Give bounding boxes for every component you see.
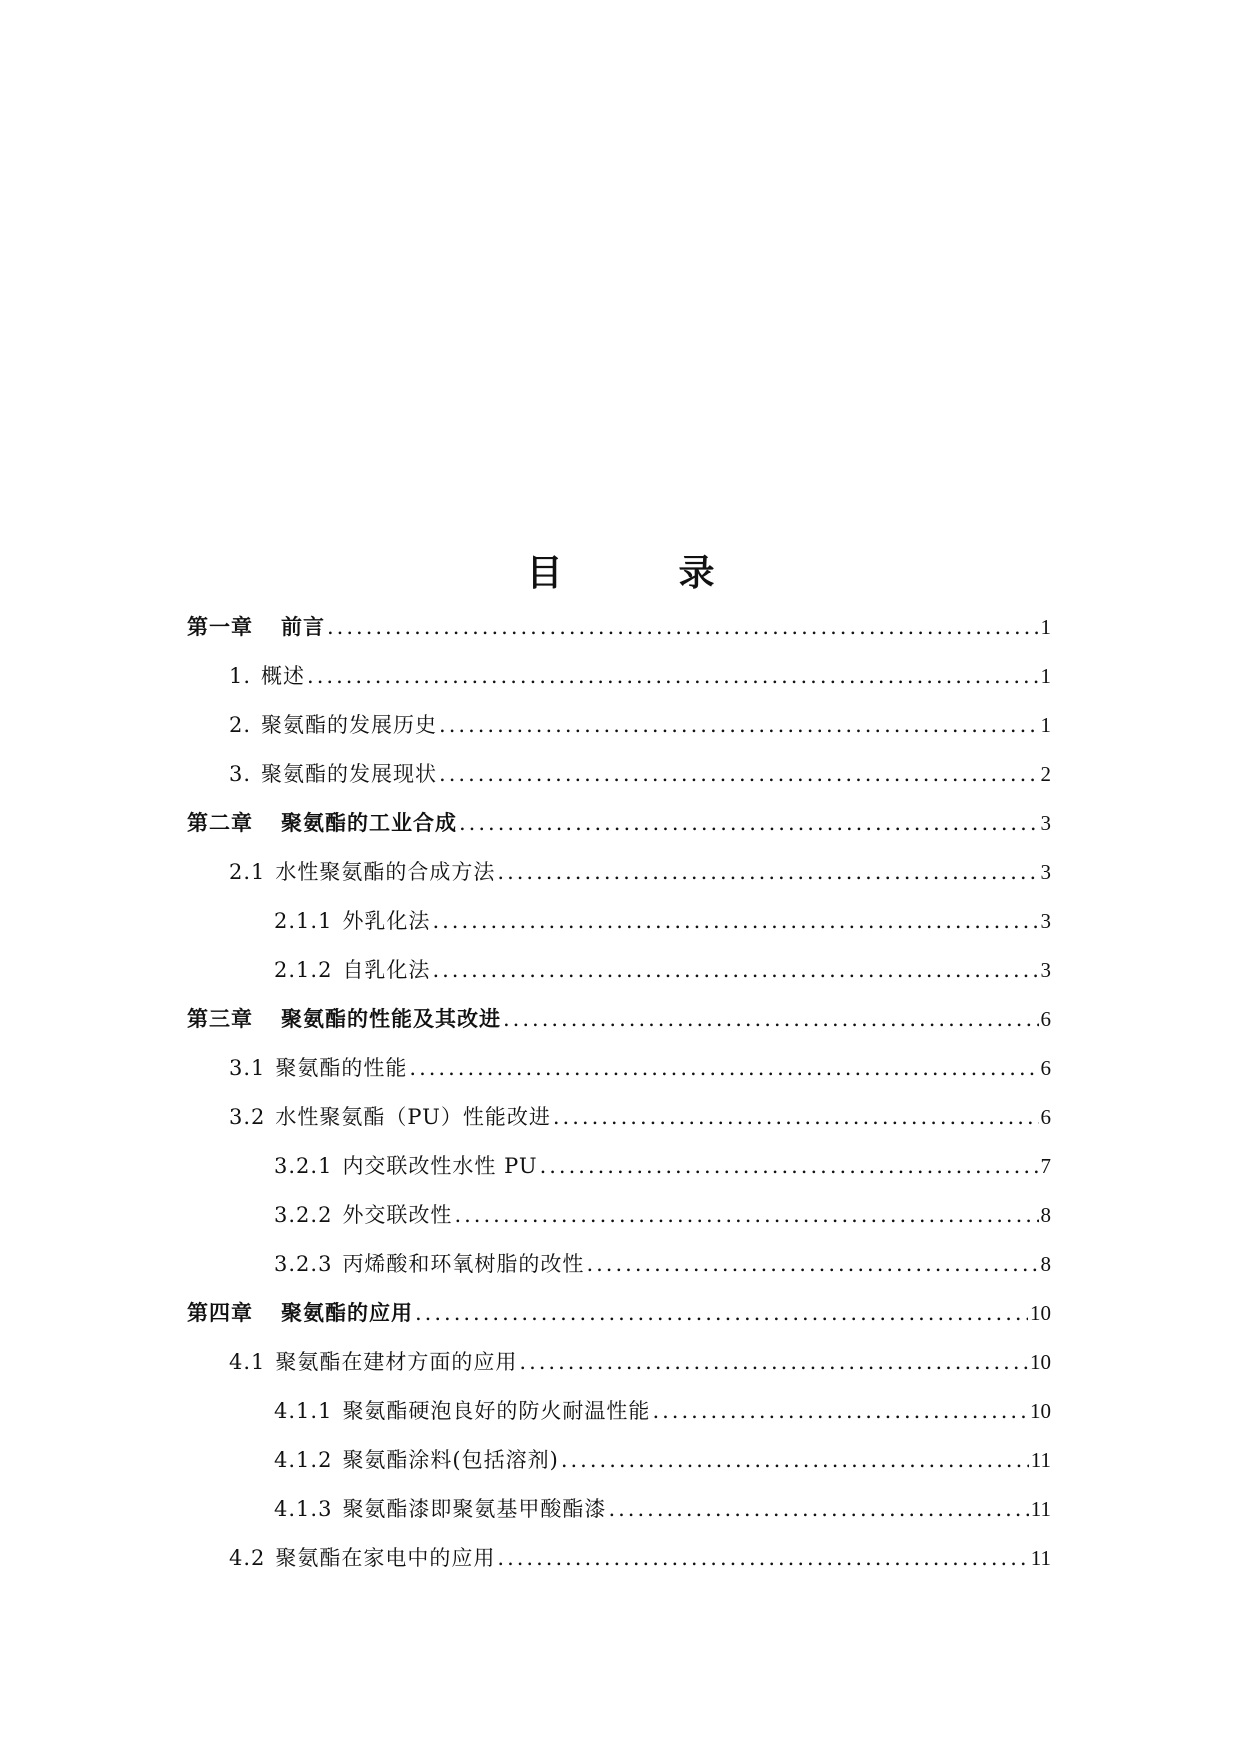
toc-page-number: 6	[1040, 1007, 1051, 1031]
toc-chapter-entry[interactable]	[187, 612, 1051, 661]
toc-entry-label	[229, 1053, 407, 1083]
toc-dot-leader	[519, 1347, 1028, 1377]
toc-dot-leader	[459, 808, 1039, 838]
toc-entry-label	[274, 1151, 538, 1181]
toc-page-number: 10	[1030, 1301, 1051, 1325]
toc-entry-number: 3.1	[229, 1056, 266, 1080]
toc-section-entry[interactable]	[187, 1200, 1051, 1249]
toc-page-number: 10	[1030, 1399, 1051, 1423]
toc-page-number: 8	[1040, 1252, 1051, 1276]
toc-entry-text: 聚氨酯硬泡良好的防火耐温性能	[342, 1399, 651, 1423]
toc-dot-leader	[553, 1102, 1039, 1132]
toc-dot-leader	[561, 1445, 1029, 1475]
toc-page-number: 11	[1030, 1448, 1051, 1472]
toc-entry-label	[187, 1298, 413, 1328]
toc-page-number: 11	[1030, 1497, 1051, 1521]
toc-page-number: 3	[1040, 860, 1051, 884]
toc-dot-leader	[454, 1200, 1038, 1230]
toc-entry-label	[274, 1494, 606, 1524]
toc-section-entry[interactable]	[187, 710, 1051, 759]
toc-entry-number: 2.1	[229, 860, 266, 884]
toc-entry-number: 第一章	[187, 614, 253, 639]
toc-entry-text: 概述	[261, 664, 306, 688]
toc-chapter-entry[interactable]	[187, 1004, 1051, 1053]
toc-entry-text: 聚氨酯的应用	[281, 1300, 413, 1325]
toc-entry-number: 3.2.2	[274, 1203, 333, 1227]
toc-entry-text: 聚氨酯的发展现状	[261, 762, 438, 786]
toc-dot-leader	[497, 1543, 1028, 1573]
toc-entry-text: 内交联改性水性 PU	[342, 1154, 538, 1178]
toc-section-entry[interactable]	[187, 1053, 1051, 1102]
toc-dot-leader	[432, 955, 1038, 985]
toc-entry-number: 1.	[229, 664, 252, 688]
toc-entry-text: 水性聚氨酯（PU）性能改进	[275, 1105, 551, 1129]
toc-chapter-entry[interactable]	[187, 1298, 1051, 1347]
toc-entry-number: 第三章	[187, 1006, 253, 1031]
toc-page-number: 1	[1040, 664, 1051, 688]
toc-dot-leader	[307, 661, 1038, 691]
toc-page-number: 6	[1040, 1056, 1051, 1080]
toc-entry-label	[274, 1249, 584, 1279]
toc-page-number: 3	[1040, 811, 1051, 835]
toc-entry-text: 前言	[281, 614, 325, 639]
toc-entry-label	[229, 759, 437, 789]
toc-section-entry[interactable]	[187, 661, 1051, 710]
toc-page-number: 8	[1040, 1203, 1051, 1227]
toc-entry-text: 外乳化法	[342, 909, 431, 933]
toc-section-entry[interactable]	[187, 1151, 1051, 1200]
toc-entry-text: 聚氨酯的性能	[275, 1056, 408, 1080]
toc-page-number: 7	[1040, 1154, 1051, 1178]
table-of-contents	[187, 612, 1051, 1592]
toc-page-number: 1	[1040, 713, 1051, 737]
toc-entry-text: 聚氨酯涂料(包括溶剂)	[342, 1448, 559, 1472]
toc-dot-leader	[497, 857, 1038, 887]
toc-dot-leader	[439, 710, 1038, 740]
toc-entry-label	[229, 857, 495, 887]
toc-dot-leader	[540, 1151, 1039, 1181]
toc-entry-number: 第四章	[187, 1300, 253, 1325]
toc-entry-text: 聚氨酯的发展历史	[261, 713, 438, 737]
toc-section-entry[interactable]	[187, 1543, 1051, 1592]
toc-entry-label	[274, 955, 430, 985]
toc-entry-number: 第二章	[187, 810, 253, 835]
toc-page-number: 11	[1030, 1546, 1051, 1570]
toc-section-entry[interactable]	[187, 1347, 1051, 1396]
toc-section-entry[interactable]	[187, 857, 1051, 906]
toc-entry-label	[187, 808, 457, 838]
toc-entry-text: 自乳化法	[342, 958, 431, 982]
toc-page-number: 3	[1040, 958, 1051, 982]
toc-entry-text: 外交联改性	[342, 1203, 453, 1227]
toc-entry-number: 4.1.3	[274, 1497, 333, 1521]
toc-entry-label	[229, 661, 305, 691]
toc-section-entry[interactable]	[187, 1102, 1051, 1151]
toc-entry-label	[187, 612, 325, 642]
toc-entry-number: 2.1.2	[274, 958, 333, 982]
toc-entry-number: 3.2.3	[274, 1252, 333, 1276]
toc-entry-number: 4.1.2	[274, 1448, 333, 1472]
toc-entry-label	[187, 1004, 501, 1034]
toc-entry-text: 丙烯酸和环氧树脂的改性	[342, 1252, 585, 1276]
toc-dot-leader	[432, 906, 1038, 936]
toc-dot-leader	[327, 612, 1039, 642]
toc-entry-text: 聚氨酯的性能及其改进	[281, 1006, 501, 1031]
toc-section-entry[interactable]	[187, 906, 1051, 955]
toc-entry-text: 水性聚氨酯的合成方法	[275, 860, 496, 884]
toc-entry-text: 聚氨酯漆即聚氨基甲酸酯漆	[342, 1497, 607, 1521]
toc-entry-label	[229, 1102, 551, 1132]
toc-section-entry[interactable]	[187, 1249, 1051, 1298]
toc-entry-number: 2.1.1	[274, 909, 333, 933]
toc-entry-label	[274, 1396, 650, 1426]
toc-dot-leader	[652, 1396, 1028, 1426]
toc-section-entry[interactable]	[187, 1396, 1051, 1445]
toc-section-entry[interactable]	[187, 1494, 1051, 1543]
toc-entry-number: 2.	[229, 713, 252, 737]
toc-entry-label	[274, 1200, 452, 1230]
toc-entry-label	[229, 1347, 517, 1377]
toc-dot-leader	[586, 1249, 1038, 1279]
toc-dot-leader	[608, 1494, 1028, 1524]
toc-entry-label	[229, 1543, 495, 1573]
toc-entry-number: 4.1.1	[274, 1399, 333, 1423]
toc-page-number: 1	[1040, 615, 1051, 639]
toc-entry-label	[229, 710, 437, 740]
toc-entry-text: 聚氨酯在家电中的应用	[275, 1546, 496, 1570]
toc-section-entry[interactable]	[187, 759, 1051, 808]
toc-dot-leader	[415, 1298, 1028, 1328]
toc-dot-leader	[409, 1053, 1038, 1083]
toc-title: 目 录	[526, 552, 755, 594]
toc-entry-text: 聚氨酯在建材方面的应用	[275, 1350, 518, 1374]
toc-entry-number: 4.2	[229, 1546, 266, 1570]
toc-entry-number: 4.1	[229, 1350, 266, 1374]
toc-chapter-entry[interactable]	[187, 808, 1051, 857]
toc-page-number: 6	[1040, 1105, 1051, 1129]
toc-section-entry[interactable]	[187, 955, 1051, 1004]
toc-page-number: 2	[1040, 762, 1051, 786]
toc-entry-number: 3.	[229, 762, 252, 786]
toc-dot-leader	[439, 759, 1038, 789]
toc-section-entry[interactable]	[187, 1445, 1051, 1494]
toc-entry-number: 3.2	[229, 1105, 266, 1129]
toc-entry-label	[274, 906, 430, 936]
toc-page-number: 3	[1040, 909, 1051, 933]
toc-entry-text: 聚氨酯的工业合成	[281, 810, 457, 835]
toc-entry-number: 3.2.1	[274, 1154, 333, 1178]
toc-page-number: 10	[1030, 1350, 1051, 1374]
toc-dot-leader	[503, 1004, 1039, 1034]
toc-entry-label	[274, 1445, 559, 1475]
